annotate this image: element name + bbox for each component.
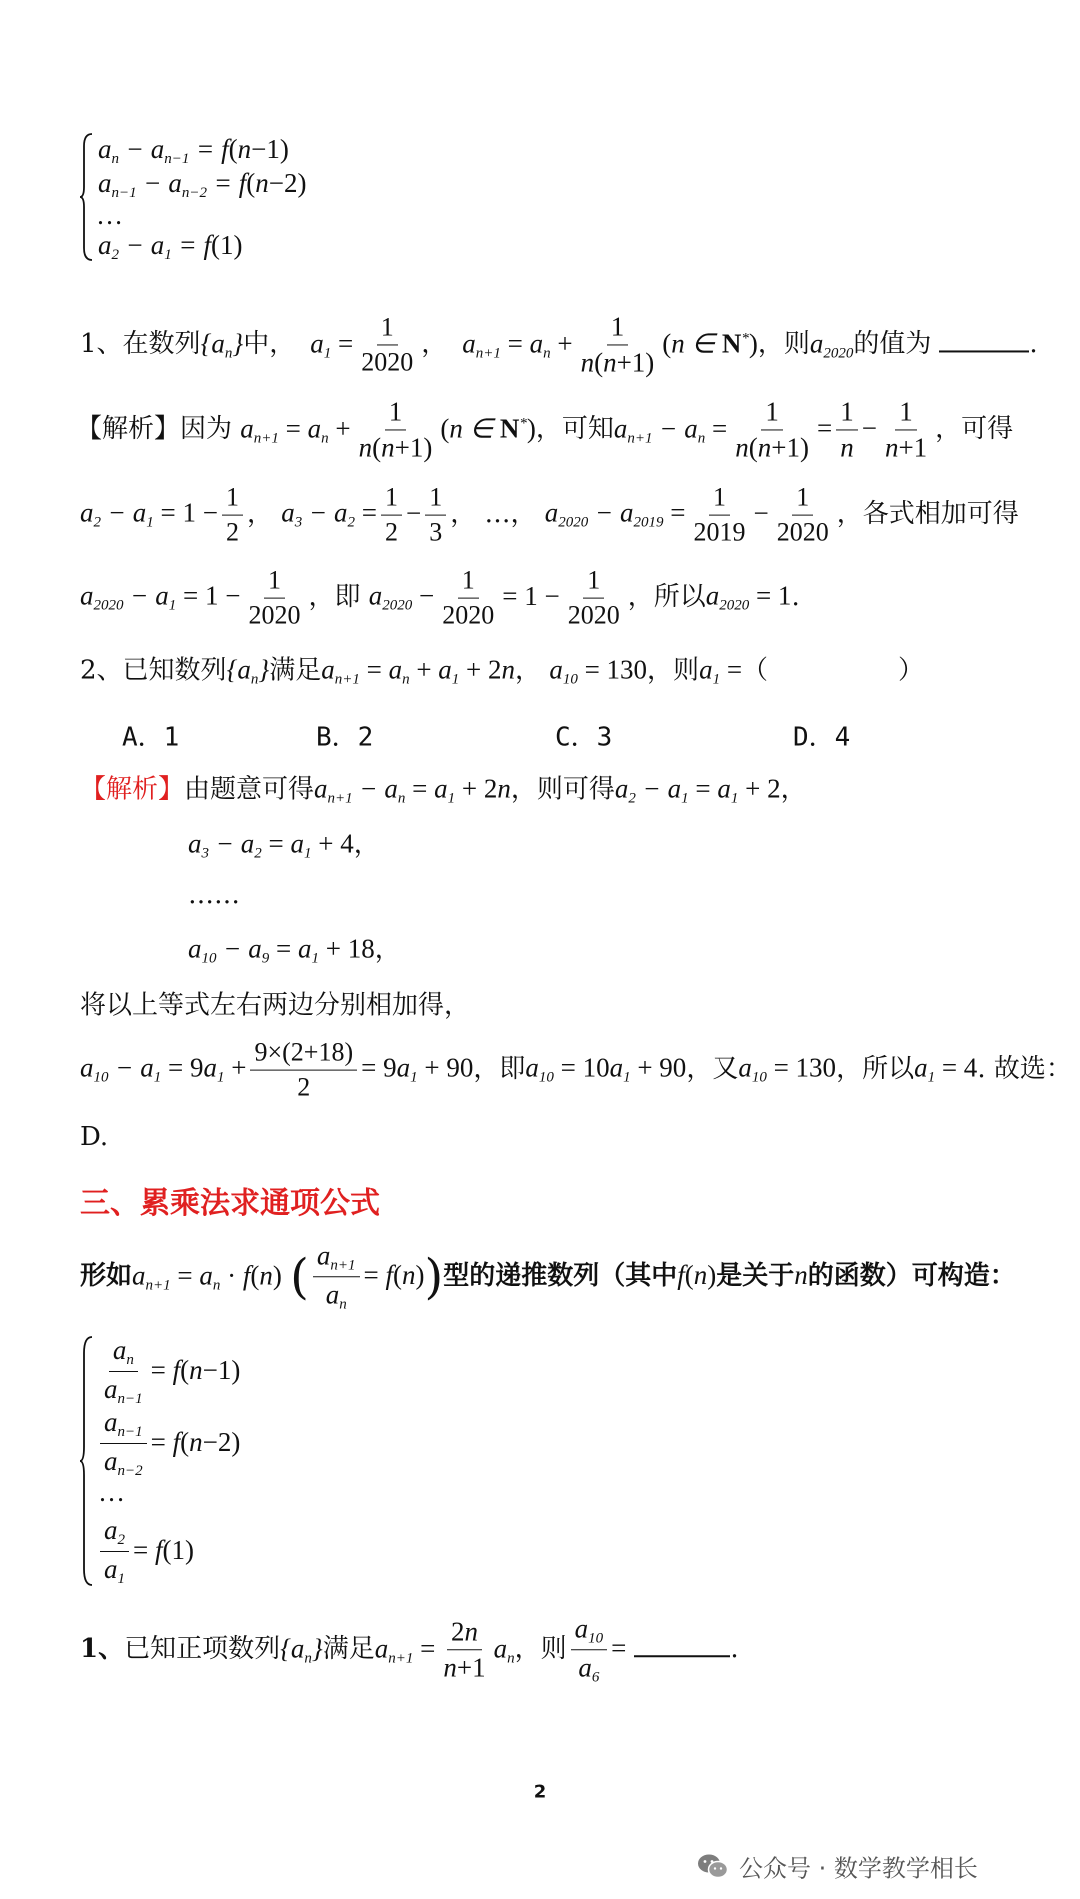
question-text: 满足 bbox=[322, 1634, 375, 1664]
left-brace-icon bbox=[80, 132, 94, 262]
option-b[interactable]: B．2 bbox=[316, 722, 374, 753]
fraction: $\frac{1}{2020}$ bbox=[361, 312, 414, 377]
fraction: $\frac{1}{n+1}$ bbox=[884, 396, 928, 463]
question-text: . bbox=[730, 1634, 739, 1664]
fraction: $\frac{1}{2}$ bbox=[381, 483, 402, 548]
fraction: $\frac{1}{2020}$ bbox=[248, 565, 301, 630]
footer-label: 公众号 · 数学教学相长 bbox=[739, 1854, 978, 1883]
system-row: $\frac{a_2}{a_1}$ = f(1) bbox=[96, 1515, 194, 1589]
solution-text: ，各式相加可得 bbox=[836, 499, 1019, 529]
fraction: $\frac{1}{2020}$ bbox=[567, 565, 620, 630]
solution-text: ，即 bbox=[473, 1054, 526, 1084]
fraction: $\frac{1}{3}$ bbox=[425, 483, 446, 548]
solution-2-line-1: 【解析】由题意可得$a_{n+1} - a_n = a_1 + 2n$，则可得$a_2 - a_1 = a_1 + 2$， bbox=[80, 773, 807, 807]
answer-paren[interactable]: （ ） bbox=[742, 655, 925, 686]
fraction: $\frac{1}{n(n+1)}$ bbox=[580, 311, 655, 378]
difference-system bbox=[80, 132, 380, 262]
question-number: 1、 bbox=[80, 1634, 125, 1664]
intro-text: 型的递推数列（其中 bbox=[443, 1261, 678, 1291]
question-text: ，则 bbox=[647, 655, 700, 686]
fraction: $\frac{1}{n(n+1)}$ bbox=[358, 396, 433, 463]
solution-text: ，可得 bbox=[935, 414, 1014, 444]
question-text: 在数列 bbox=[122, 329, 201, 359]
ellipsis: …， bbox=[484, 499, 537, 529]
intro-text: 形如 bbox=[80, 1261, 133, 1291]
question-text: 的值为 bbox=[853, 329, 932, 359]
solution-text: 由题意可得 bbox=[184, 774, 315, 805]
option-d[interactable]: D．4 bbox=[793, 722, 851, 753]
system-row: $a_2 - a_1 = f(1)$ bbox=[98, 230, 243, 263]
option-a[interactable]: A．1 bbox=[122, 722, 180, 753]
question-3: 1、已知正项数列$\{a_n\}$满足$a_{n+1}$ = $\frac{2n}{n+1}$ $a_n$，则 $\frac{a_{10}}{a_6}$ = . bbox=[80, 1613, 739, 1686]
solution-text: ，可知 bbox=[535, 414, 614, 444]
fraction: $\frac{9\times(2+18)}{2}$ bbox=[250, 1038, 357, 1103]
solution-1-line-2: $a_2 - a_1 = 1$ − $\frac{1}{2}$ ， $a_3 - a_2$ = $\frac{1}{2}$ − $\frac{1}{3}$ ， …， $a_{2020} - a_{2019}$ = $\frac{1}{2019}$ − $\frac{1}{2020}$ ，各式相加可得 bbox=[80, 482, 1019, 547]
system-row: … bbox=[100, 1477, 125, 1507]
answer-d: D. bbox=[80, 1122, 109, 1152]
separator: ， bbox=[374, 934, 401, 965]
wechat-icon bbox=[697, 1852, 729, 1880]
option-c[interactable]: C．3 bbox=[555, 722, 613, 753]
solution-text: ，即 bbox=[308, 582, 361, 612]
solution-summary: 将以上等式左右两边分别相加得， bbox=[80, 990, 471, 1021]
section-title: 三、累乘法求通项公式 bbox=[80, 1186, 380, 1221]
system-row: $\frac{a_n}{a_{n-1}}$ = f(n−1) bbox=[104, 1335, 241, 1408]
solution-text: ，所以 bbox=[627, 582, 706, 612]
footer-watermark bbox=[697, 1849, 978, 1884]
question-text: 已知正项数列 bbox=[124, 1634, 281, 1664]
solution-text: ，则可得 bbox=[510, 774, 615, 805]
fraction: $\frac{1}{2019}$ bbox=[693, 482, 746, 547]
question-text: 已知数列 bbox=[122, 655, 227, 686]
section-intro: 形如$a_{n+1} = a_n \cdot f(n)$ ( $\frac{a_{n+1}}{a_n}$ = f(n))型的递推数列（其中f(n)是关于n的函数）可构造： bbox=[80, 1240, 1016, 1313]
system-row: $a_{n-1} - a_{n-2} = f(n-2)$ bbox=[98, 168, 307, 201]
fraction: $\frac{1}{2020}$ bbox=[442, 565, 495, 630]
separator: ， bbox=[353, 829, 380, 860]
question-2: 2、已知数列$\{a_n\}$满足$a_{n+1} = a_n + a_1 + 2n$， $a_{10} = 130$，则$a_1$ =（ ） bbox=[80, 654, 925, 688]
question-number: 1、 bbox=[80, 329, 123, 359]
intro-text: 是关于 bbox=[716, 1261, 795, 1291]
question-number: 2、 bbox=[80, 655, 123, 686]
fraction: $\frac{1}{2}$ bbox=[222, 483, 243, 548]
solution-1-line-1: 【解析】因为 $a_{n+1} = a_n$ + $\frac{1}{n(n+1)}$ (n ∈ N*)，可知$a_{n+1} - a_n$ = $\frac{1}{n(n+1)}$ = $\frac{1}{n}$ − $\frac{1}{n+1}$ ，可得 bbox=[76, 396, 1014, 463]
fraction: $\frac{2n}{n+1}$ bbox=[443, 1616, 486, 1683]
fraction: $\frac{a_{n+1}}{a_n}$ bbox=[313, 1240, 360, 1314]
solution-text: 因为 bbox=[180, 414, 233, 444]
fraction: $\frac{1}{n}$ bbox=[836, 396, 858, 463]
solution-2-final: $a_{10} - a_1 = 9a_1$ + $\frac{9\times(2+18)}{2}$ = $9a_1 + 90$，即$a_{10} = 10a_1 + 90$，又$a_{10} = 130$，所以$a_1 = 4$. 故选： bbox=[80, 1037, 1072, 1102]
solution-text: ，所以 bbox=[836, 1054, 915, 1084]
question-text: . bbox=[1029, 329, 1038, 359]
ellipsis: …… bbox=[188, 880, 240, 910]
question-text: ， bbox=[515, 655, 542, 686]
fraction: $\frac{1}{n(n+1)}$ bbox=[735, 396, 809, 463]
question-text: ，则 bbox=[757, 329, 810, 359]
answer-blank[interactable] bbox=[939, 346, 1029, 352]
solution-text: ，又 bbox=[686, 1054, 739, 1084]
fraction: $\frac{1}{2020}$ bbox=[776, 482, 829, 547]
solution-tag: 【解析】 bbox=[76, 414, 181, 444]
solution-2-line-4: $a_{10} - a_9 = a_1 + 18$， bbox=[188, 933, 401, 967]
system-row: … bbox=[98, 200, 123, 230]
solution-text: ， bbox=[780, 774, 807, 805]
solution-text: . bbox=[791, 582, 800, 612]
page-number: 2 bbox=[533, 1781, 547, 1803]
solution-tag: 【解析】 bbox=[80, 774, 185, 805]
answer-blank[interactable] bbox=[634, 1651, 730, 1657]
question-text: ，则 bbox=[514, 1634, 567, 1664]
question-text: 中， bbox=[243, 329, 296, 359]
solution-text: . 故选： bbox=[977, 1054, 1072, 1084]
fraction: $\frac{a_{10}}{a_6}$ bbox=[571, 1613, 608, 1687]
separator: ， bbox=[421, 329, 448, 359]
system-row: $\frac{a_{n-1}}{a_{n-2}}$ = f(n−2) bbox=[96, 1407, 240, 1481]
solution-1-line-3: $a_{2020} - a_1 = 1$ − $\frac{1}{2020}$ ，即 $a_{2020}$ − $\frac{1}{2020}$ = 1 − $\frac{1}{2020}$ ，所以$a_{2020} = 1$. bbox=[80, 565, 800, 630]
solution-2-line-2: $a_3 - a_2 = a_1 + 4$， bbox=[188, 828, 380, 862]
system-row: $a_n - a_{n-1} = f(n-1)$ bbox=[98, 134, 289, 167]
question-1: 1、在数列$\{a_n\}$中， $a_1$ = $\frac{1}{2020}$ ， $a_{n+1} = a_n$ + $\frac{1}{n(n+1)}$ (n ∈ N*)，则$a_{2020}$的值为 . bbox=[80, 311, 1038, 378]
separator: ， bbox=[246, 499, 273, 529]
question-text: 满足 bbox=[269, 655, 322, 686]
separator: ， bbox=[450, 499, 477, 529]
intro-text: 的函数）可构造： bbox=[807, 1261, 1016, 1291]
left-brace-icon bbox=[80, 1335, 94, 1587]
ratio-system bbox=[80, 1335, 380, 1587]
